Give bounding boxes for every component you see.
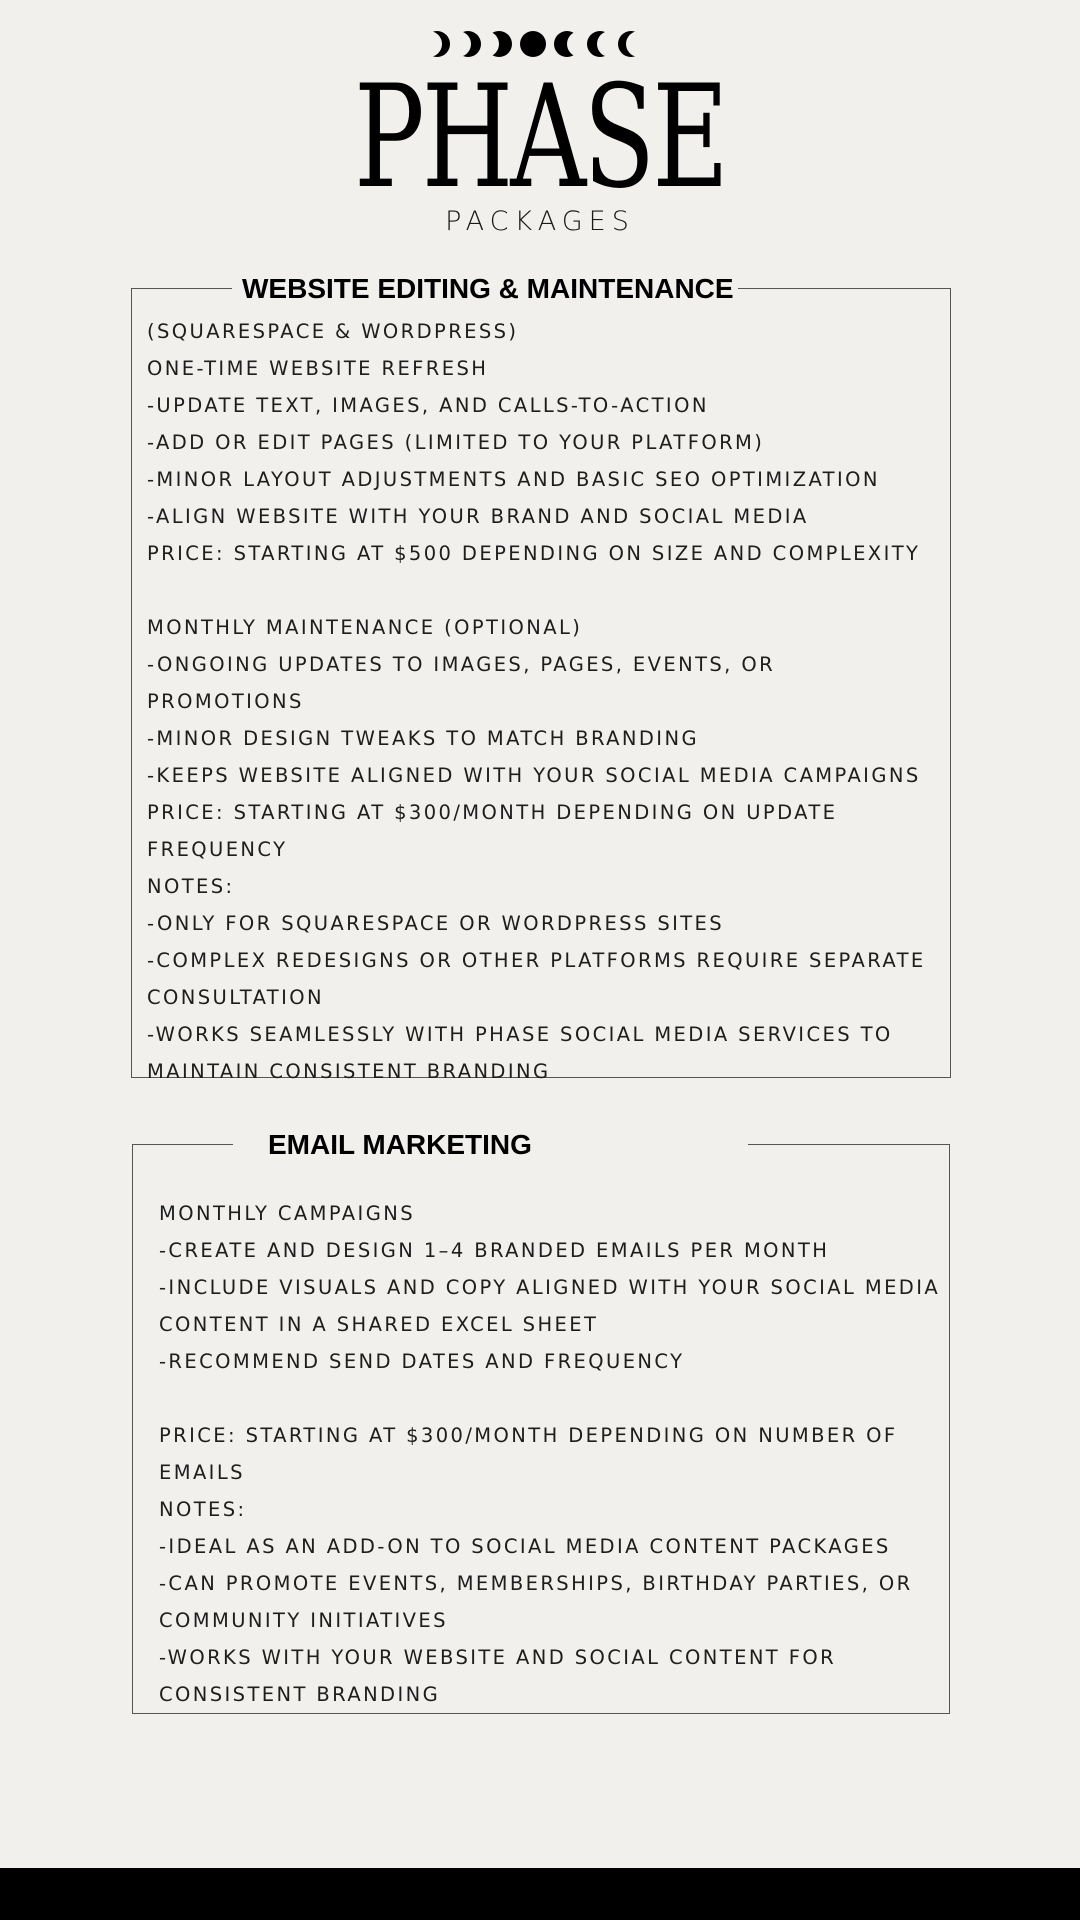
section-line: -RECOMMEND SEND DATES AND FREQUENCY <box>159 1350 685 1373</box>
section-line: CONSULTATION <box>147 986 325 1009</box>
section-body <box>159 1195 940 1713</box>
section-line: NOTES: <box>159 1498 247 1521</box>
section-line: MONTHLY MAINTENANCE (OPTIONAL) <box>147 616 583 639</box>
phase-logo <box>0 68 1080 208</box>
section-line: -UPDATE TEXT, IMAGES, AND CALLS-TO-ACTION <box>147 394 709 417</box>
section-title: EMAIL MARKETING <box>233 1131 748 1159</box>
section-line: ONE-TIME WEBSITE REFRESH <box>147 357 489 380</box>
section-line: NOTES: <box>147 875 235 898</box>
moon-phases-icon <box>420 27 660 61</box>
section-line: CONSISTENT BRANDING <box>159 1683 441 1706</box>
phase-logo-text <box>352 68 728 192</box>
section-line: -IDEAL AS AN ADD-ON TO SOCIAL MEDIA CONTENT PACKAGES <box>159 1535 891 1558</box>
page-subtitle: PACKAGES <box>445 206 635 237</box>
section-line: (SQUARESPACE & WORDPRESS) <box>147 320 519 343</box>
section-line: -CREATE AND DESIGN 1–4 BRANDED EMAILS PER MONTH <box>159 1239 830 1262</box>
section-spacer <box>159 1380 940 1417</box>
section-line: -ALIGN WEBSITE WITH YOUR BRAND AND SOCIAL MEDIA <box>147 505 809 528</box>
section-line: -INCLUDE VISUALS AND COPY ALIGNED WITH YOUR SOCIAL MEDIA <box>159 1276 941 1299</box>
section-line: COMMUNITY INITIATIVES <box>159 1609 448 1632</box>
section-spacer <box>147 572 926 609</box>
section-line: MONTHLY CAMPAIGNS <box>159 1202 415 1225</box>
section-line: -CAN PROMOTE EVENTS, MEMBERSHIPS, BIRTHDAY PARTIES, OR <box>159 1572 913 1595</box>
section-line: PRICE: STARTING AT $500 DEPENDING ON SIZE AND COMPLEXITY <box>147 542 921 565</box>
section-line: EMAILS <box>159 1461 245 1484</box>
section-line: MAINTAIN CONSISTENT BRANDING <box>147 1060 551 1083</box>
email-marketing-section <box>132 1129 950 1714</box>
section-line: -ADD OR EDIT PAGES (LIMITED TO YOUR PLATFORM) <box>147 431 765 454</box>
section-title: WEBSITE EDITING & MAINTENANCE <box>232 275 738 303</box>
section-line: CONTENT IN A SHARED EXCEL SHEET <box>159 1313 599 1336</box>
section-line: -WORKS SEAMLESSLY WITH PHASE SOCIAL MEDIA SERVICES TO <box>147 1023 893 1046</box>
section-line: FREQUENCY <box>147 838 288 861</box>
section-line: -KEEPS WEBSITE ALIGNED WITH YOUR SOCIAL MEDIA CAMPAIGNS <box>147 764 921 787</box>
section-line: -WORKS WITH YOUR WEBSITE AND SOCIAL CONTENT FOR <box>159 1646 837 1669</box>
footer-bar <box>0 1868 1080 1920</box>
section-line: PROMOTIONS <box>147 690 304 713</box>
section-body <box>147 313 926 1090</box>
section-line: -ONLY FOR SQUARESPACE OR WORDPRESS SITES <box>147 912 725 935</box>
moon-phases-row <box>0 27 1080 61</box>
website-editing-section <box>131 273 951 1083</box>
section-line: -ONGOING UPDATES TO IMAGES, PAGES, EVENTS, OR <box>147 653 776 676</box>
section-line: PRICE: STARTING AT $300/MONTH DEPENDING ON UPDATE <box>147 801 838 824</box>
svg-text:PHASE: PHASE <box>354 68 726 192</box>
section-line: -COMPLEX REDESIGNS OR OTHER PLATFORMS REQUIRE SEPARATE <box>147 949 926 972</box>
section-line: PRICE: STARTING AT $300/MONTH DEPENDING ON NUMBER OF <box>159 1424 898 1447</box>
section-line: -MINOR DESIGN TWEAKS TO MATCH BRANDING <box>147 727 699 750</box>
section-line: -MINOR LAYOUT ADJUSTMENTS AND BASIC SEO OPTIMIZATION <box>147 468 880 491</box>
